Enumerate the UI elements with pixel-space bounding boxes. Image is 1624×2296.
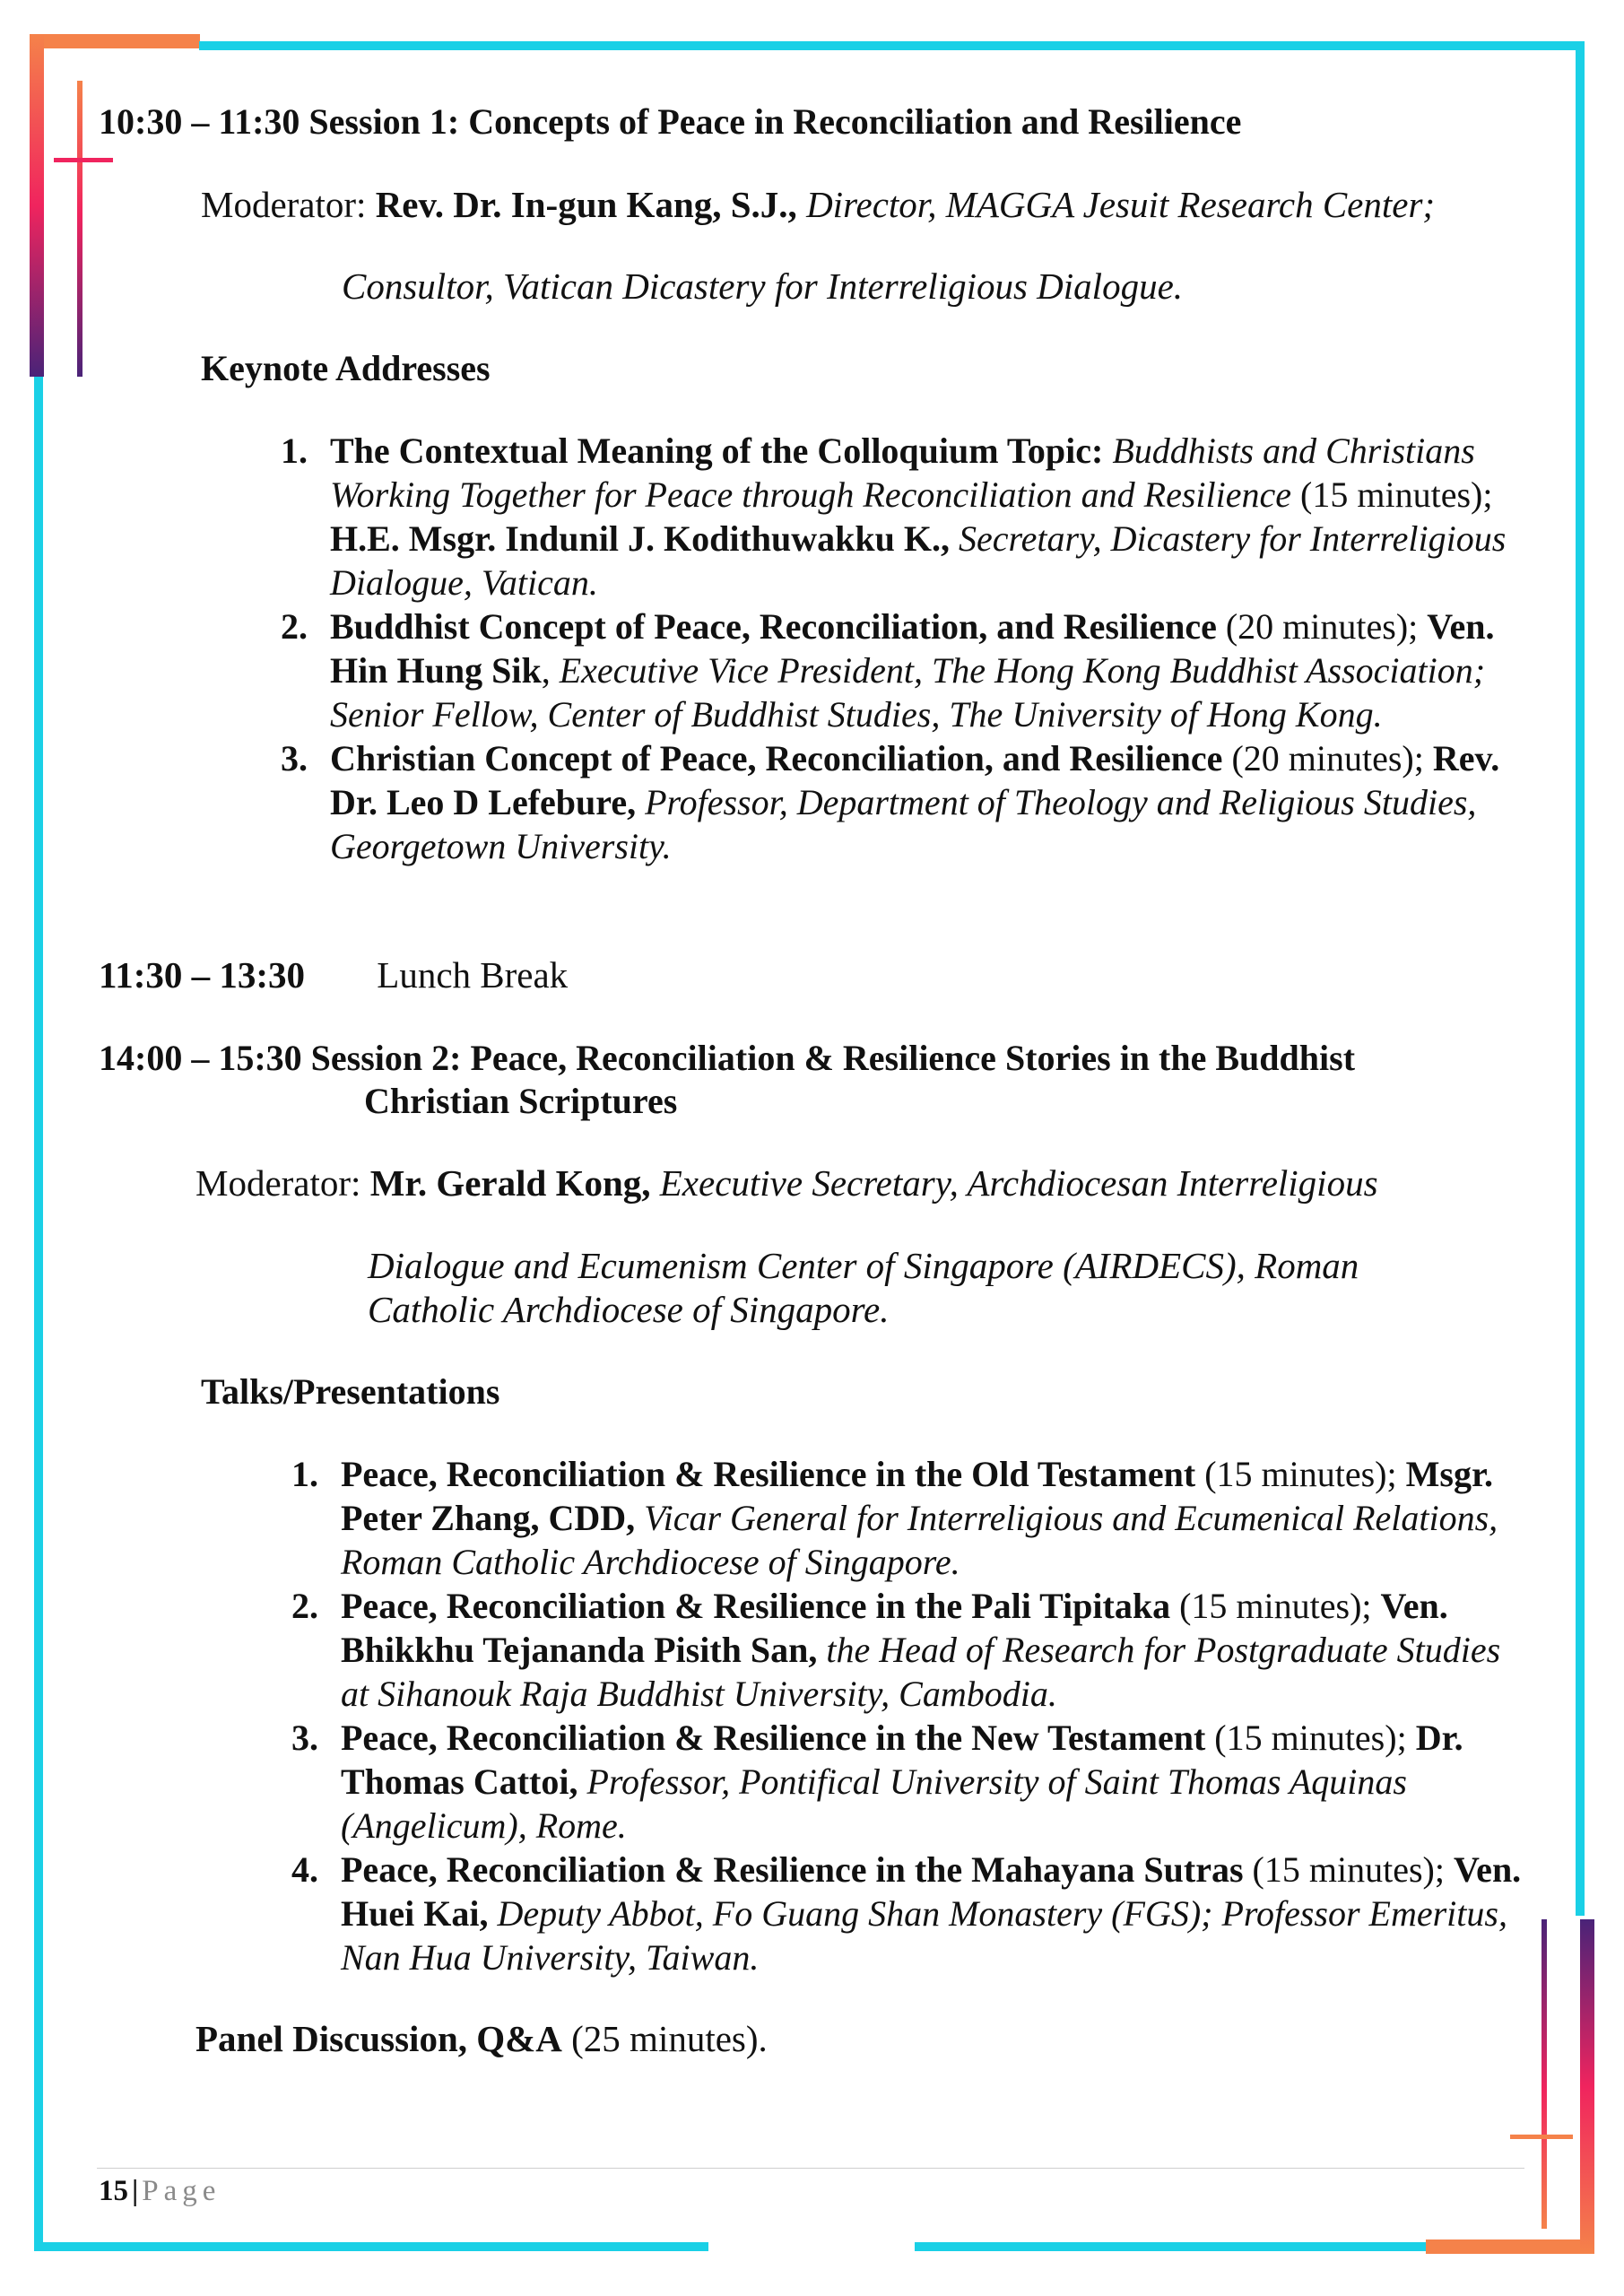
item-speaker: Msgr. Peter Zhang, CDD, bbox=[341, 1454, 1494, 1538]
lunch-time: 11:30 – 13:30 bbox=[99, 954, 306, 996]
item-title: The Contextual Meaning of the Colloquium Topic: bbox=[330, 430, 1104, 471]
item-duration: (20 minutes); bbox=[1225, 606, 1419, 647]
item-subtitle: Buddhists and Christians Working Together for Peace through Reconciliation and Resilience bbox=[330, 430, 1475, 515]
session1-moderator bbox=[201, 183, 1435, 227]
item-speaker: Dr. Thomas Cattoi, bbox=[341, 1718, 1463, 1802]
lunch-label: Lunch Break bbox=[377, 954, 569, 996]
cross-accent-bottom-right-horizontal bbox=[1510, 2135, 1573, 2139]
item-title: Christian Concept of Peace, Reconciliation, and Resilience bbox=[330, 738, 1223, 778]
footer-rule bbox=[97, 2168, 1524, 2169]
cross-accent-bottom-right-vertical bbox=[1541, 1919, 1547, 2229]
moderator-role-line-3: Catholic Archdiocese of Singapore. bbox=[368, 1289, 890, 1330]
item-speaker: H.E. Msgr. Indunil J. Kodithuwakku K., bbox=[330, 518, 950, 559]
panel-discussion bbox=[195, 2017, 768, 2061]
page-footer bbox=[99, 2175, 221, 2208]
panel-duration: (25 minutes). bbox=[571, 2018, 768, 2059]
item-number: 1. bbox=[291, 1454, 318, 1494]
cross-accent-top-left-vertical bbox=[77, 81, 83, 377]
session2-moderator-role-continued bbox=[368, 1244, 1359, 1288]
session2-heading: 14:00 – 15:30 Session 2: Peace, Reconciliation & Resilience Stories in the Buddhist bbox=[99, 1038, 1356, 1078]
item-number: 3. bbox=[281, 738, 308, 778]
item-speaker: Ven. Huei Kai, bbox=[341, 1849, 1522, 1934]
frame-bottom-border-right bbox=[915, 2242, 1453, 2251]
keynote-addresses-title: Keynote Addresses bbox=[201, 348, 491, 388]
item-affiliation: Professor, Pontifical University of Saint Thomas Aquinas (Angelicum), Rome. bbox=[341, 1761, 1407, 1846]
moderator-label: Moderator: bbox=[201, 184, 367, 225]
moderator-label: Moderator: bbox=[195, 1162, 361, 1204]
moderator-role: Executive Secretary, Archdiocesan Interreligious bbox=[659, 1162, 1378, 1204]
panel-title: Panel Discussion, Q&A bbox=[195, 2018, 562, 2059]
page-number: 15 bbox=[99, 2175, 128, 2207]
item-duration: (15 minutes); bbox=[1252, 1849, 1445, 1890]
session2-moderator bbox=[195, 1161, 1378, 1205]
talks-list bbox=[291, 1452, 1524, 1979]
item-number: 1. bbox=[281, 430, 308, 471]
item-title: Peace, Reconciliation & Resilience in the New Testament bbox=[341, 1718, 1206, 1758]
lunch-break-row bbox=[99, 953, 568, 997]
frame-corner-bottom-right-horizontal bbox=[1426, 2239, 1594, 2254]
frame-left-border bbox=[34, 377, 43, 2251]
frame-right-border bbox=[1576, 41, 1585, 1916]
frame-corner-top-left-horizontal bbox=[30, 34, 200, 48]
item-title: Buddhist Concept of Peace, Reconciliation, and Resilience bbox=[330, 606, 1217, 647]
item-speaker: Ven. Hin Hung Sik bbox=[330, 606, 1495, 691]
item-duration: (20 minutes); bbox=[1231, 738, 1424, 778]
item-duration: (15 minutes); bbox=[1204, 1454, 1397, 1494]
item-affiliation: Deputy Abbot, Fo Guang Shan Monastery (FGS); Professor Emeritus, Nan Hua University, Taiwan. bbox=[341, 1893, 1507, 1978]
session2-heading-line-2: Christian Scriptures bbox=[364, 1081, 678, 1121]
item-speaker: Rev. Dr. Leo D Lefebure, bbox=[330, 738, 1500, 822]
moderator-role: Director, MAGGA Jesuit Research Center; bbox=[806, 184, 1436, 225]
item-number: 2. bbox=[291, 1586, 318, 1626]
keynote-list bbox=[281, 429, 1523, 868]
item-affiliation: Secretary, Dicastery for Interreligious Dialogue, Vatican. bbox=[330, 518, 1507, 603]
list-item bbox=[291, 1584, 1524, 1716]
moderator-role-line-2: Dialogue and Ecumenism Center of Singapore (AIRDECS), Roman bbox=[368, 1245, 1359, 1286]
item-affiliation: Vicar General for Interreligious and Ecumenical Relations, Roman Catholic Archdiocese of Singapore. bbox=[341, 1498, 1498, 1582]
list-item bbox=[281, 736, 1523, 868]
item-number: 3. bbox=[291, 1718, 318, 1758]
item-title: Peace, Reconciliation & Resilience in the Mahayana Sutras bbox=[341, 1849, 1244, 1890]
item-affiliation: Professor, Department of Theology and Religious Studies, Georgetown University. bbox=[330, 782, 1477, 866]
list-item: 2. Buddhist Concept of Peace, Reconciliation, and Resilience (20 minutes); Ven. Hin Hung Sik, Executive Vice President, The Hong Kong Buddhist Association; Senior Fellow, Center of Buddhist Studies, The University of Hong Kong. bbox=[281, 606, 1495, 735]
page-word: Page bbox=[142, 2175, 221, 2207]
item-duration: (15 minutes); bbox=[1300, 474, 1493, 515]
item-title: Peace, Reconciliation & Resilience in the Old Testament bbox=[341, 1454, 1196, 1494]
list-item bbox=[291, 1452, 1524, 1584]
cross-accent-top-left-horizontal bbox=[54, 158, 113, 162]
moderator-role-line-2: Consultor, Vatican Dicastery for Interreligious Dialogue. bbox=[342, 265, 1184, 307]
session1-moderator-role-continued bbox=[342, 265, 1183, 309]
frame-corner-bottom-right-vertical bbox=[1580, 1919, 1594, 2254]
list-item bbox=[281, 429, 1523, 604]
item-number: 4. bbox=[291, 1849, 318, 1890]
moderator-name: Mr. Gerald Kong, bbox=[369, 1162, 651, 1204]
frame-top-border bbox=[199, 41, 1585, 50]
talks-presentations-title: Talks/Presentations bbox=[201, 1371, 500, 1412]
item-duration: (15 minutes); bbox=[1179, 1586, 1372, 1626]
moderator-name: Rev. Dr. In-gun Kang, S.J., bbox=[375, 184, 797, 225]
item-duration: (15 minutes); bbox=[1214, 1718, 1407, 1758]
frame-corner-top-left-vertical bbox=[30, 34, 44, 377]
item-title: Peace, Reconciliation & Resilience in the Pali Tipitaka bbox=[341, 1586, 1171, 1626]
list-item bbox=[291, 1848, 1524, 1979]
item-affiliation: the Head of Research for Postgraduate Studies at Sihanouk Raja Buddhist University, Cambodia. bbox=[341, 1630, 1501, 1714]
item-speaker: Ven. Bhikkhu Tejananda Pisith San, bbox=[341, 1586, 1448, 1670]
session1-heading: 10:30 – 11:30 Session 1: Concepts of Peace in Reconciliation and Resilience bbox=[99, 101, 1242, 142]
frame-bottom-border-left bbox=[34, 2242, 708, 2251]
item-affiliation: Executive Vice President, The Hong Kong Buddhist Association; Senior Fellow, Center of Buddhist Studies, The University of Hong Kong. bbox=[330, 650, 1486, 735]
item-number: 2. bbox=[281, 606, 308, 647]
session2-moderator-role-continued-2 bbox=[368, 1288, 890, 1332]
list-item bbox=[291, 1716, 1524, 1848]
page-separator: | bbox=[132, 2175, 139, 2207]
